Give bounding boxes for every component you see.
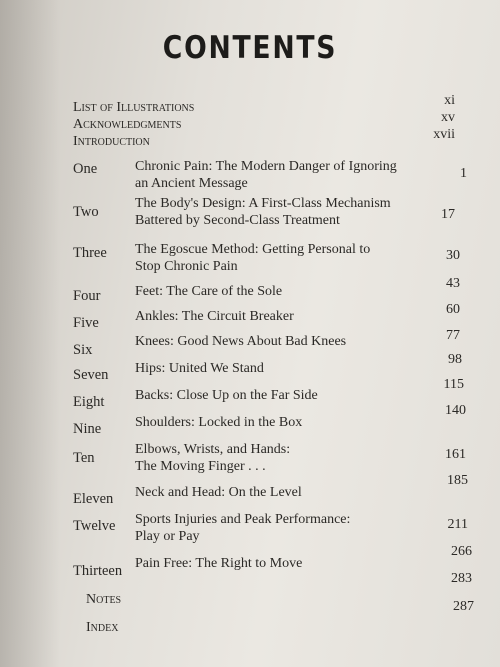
chapter-title-line: Hips: United We Stand xyxy=(135,361,264,376)
contents-heading: CONTENTS xyxy=(162,30,338,66)
chapter-title xyxy=(135,555,302,572)
chapter-page: 17 xyxy=(441,207,455,222)
front-matter-acknowledgments-page: xv xyxy=(441,110,455,125)
chapter-number: Six xyxy=(73,342,93,358)
chapter-title-line: The Body's Design: A First-Class Mechanism xyxy=(135,196,391,211)
page-gutter-shadow xyxy=(0,0,60,667)
chapter-title-line: Sports Injuries and Peak Performance: xyxy=(135,512,351,527)
chapter-number: Three xyxy=(73,245,107,261)
front-matter-introduction: Introduction xyxy=(73,134,150,149)
chapter-title xyxy=(135,414,302,431)
chapter-title-line: Backs: Close Up on the Far Side xyxy=(135,388,318,403)
chapter-page: 140 xyxy=(445,403,466,418)
chapter-page: 161 xyxy=(445,447,466,462)
front-matter-illustrations-page: xi xyxy=(444,93,455,108)
chapter-title-line: an Ancient Message xyxy=(135,176,248,191)
chapter-page: 60 xyxy=(446,302,460,317)
chapter-number: Thirteen xyxy=(73,563,123,579)
back-matter-notes: Notes xyxy=(86,592,122,607)
chapter-title xyxy=(135,360,264,377)
chapter-title xyxy=(135,283,282,300)
chapter-title xyxy=(135,333,346,350)
chapter-page: 98 xyxy=(448,352,462,367)
chapter-title-line: The Egoscue Method: Getting Personal to xyxy=(135,242,371,257)
front-matter-acknowledgments: Acknowledgments xyxy=(73,117,182,132)
chapter-page: 30 xyxy=(446,248,460,263)
chapter-title-line: Shoulders: Locked in the Box xyxy=(135,415,303,430)
back-matter-index-page: 287 xyxy=(453,599,474,614)
chapter-title-line: The Moving Finger . . . xyxy=(135,459,266,474)
front-matter-introduction-page: xvii xyxy=(433,127,455,142)
chapter-title-line: Ankles: The Circuit Breaker xyxy=(135,309,294,324)
chapter-page: 185 xyxy=(447,473,468,488)
chapter-page: 43 xyxy=(446,276,460,291)
chapter-number: Ten xyxy=(73,450,95,466)
chapter-title-line: Pain Free: The Right to Move xyxy=(135,556,303,571)
chapter-number: Four xyxy=(73,288,101,304)
chapter-title xyxy=(135,195,391,229)
chapter-number: Eleven xyxy=(73,491,114,507)
chapter-title xyxy=(135,484,302,501)
chapter-title-line: Elbows, Wrists, and Hands: xyxy=(135,442,291,457)
chapter-title xyxy=(135,308,294,325)
chapter-number: Nine xyxy=(73,421,102,437)
chapter-title xyxy=(135,511,350,545)
chapter-page: 211 xyxy=(447,517,468,532)
chapter-page: 266 xyxy=(451,544,472,559)
chapter-page: 77 xyxy=(446,328,460,343)
chapter-number: Eight xyxy=(73,394,105,410)
chapter-title-line: Play or Pay xyxy=(135,529,200,544)
chapter-title-line: Stop Chronic Pain xyxy=(135,259,238,274)
back-matter-notes-page: 283 xyxy=(451,571,472,586)
chapter-number: Seven xyxy=(73,367,109,383)
chapter-title-line: Neck and Head: On the Level xyxy=(135,485,302,500)
front-matter-illustrations: List of Illustrations xyxy=(73,100,195,115)
chapter-title xyxy=(135,158,397,192)
chapter-title-line: Battered by Second-Class Treatment xyxy=(135,213,340,228)
chapter-title xyxy=(135,441,290,475)
chapter-title-line: Knees: Good News About Bad Knees xyxy=(135,334,347,349)
chapter-title-line: Feet: The Care of the Sole xyxy=(135,284,283,299)
chapter-number: Five xyxy=(73,315,99,331)
chapter-number: Two xyxy=(73,204,99,220)
chapter-number: Twelve xyxy=(73,518,116,534)
chapter-title xyxy=(135,387,318,404)
chapter-page: 115 xyxy=(443,377,464,392)
chapter-title-line: Chronic Pain: The Modern Danger of Ignoring xyxy=(135,159,397,174)
chapter-title xyxy=(135,241,370,275)
back-matter-index: Index xyxy=(86,620,119,635)
chapter-page: 1 xyxy=(460,166,467,181)
chapter-number: One xyxy=(73,161,98,177)
